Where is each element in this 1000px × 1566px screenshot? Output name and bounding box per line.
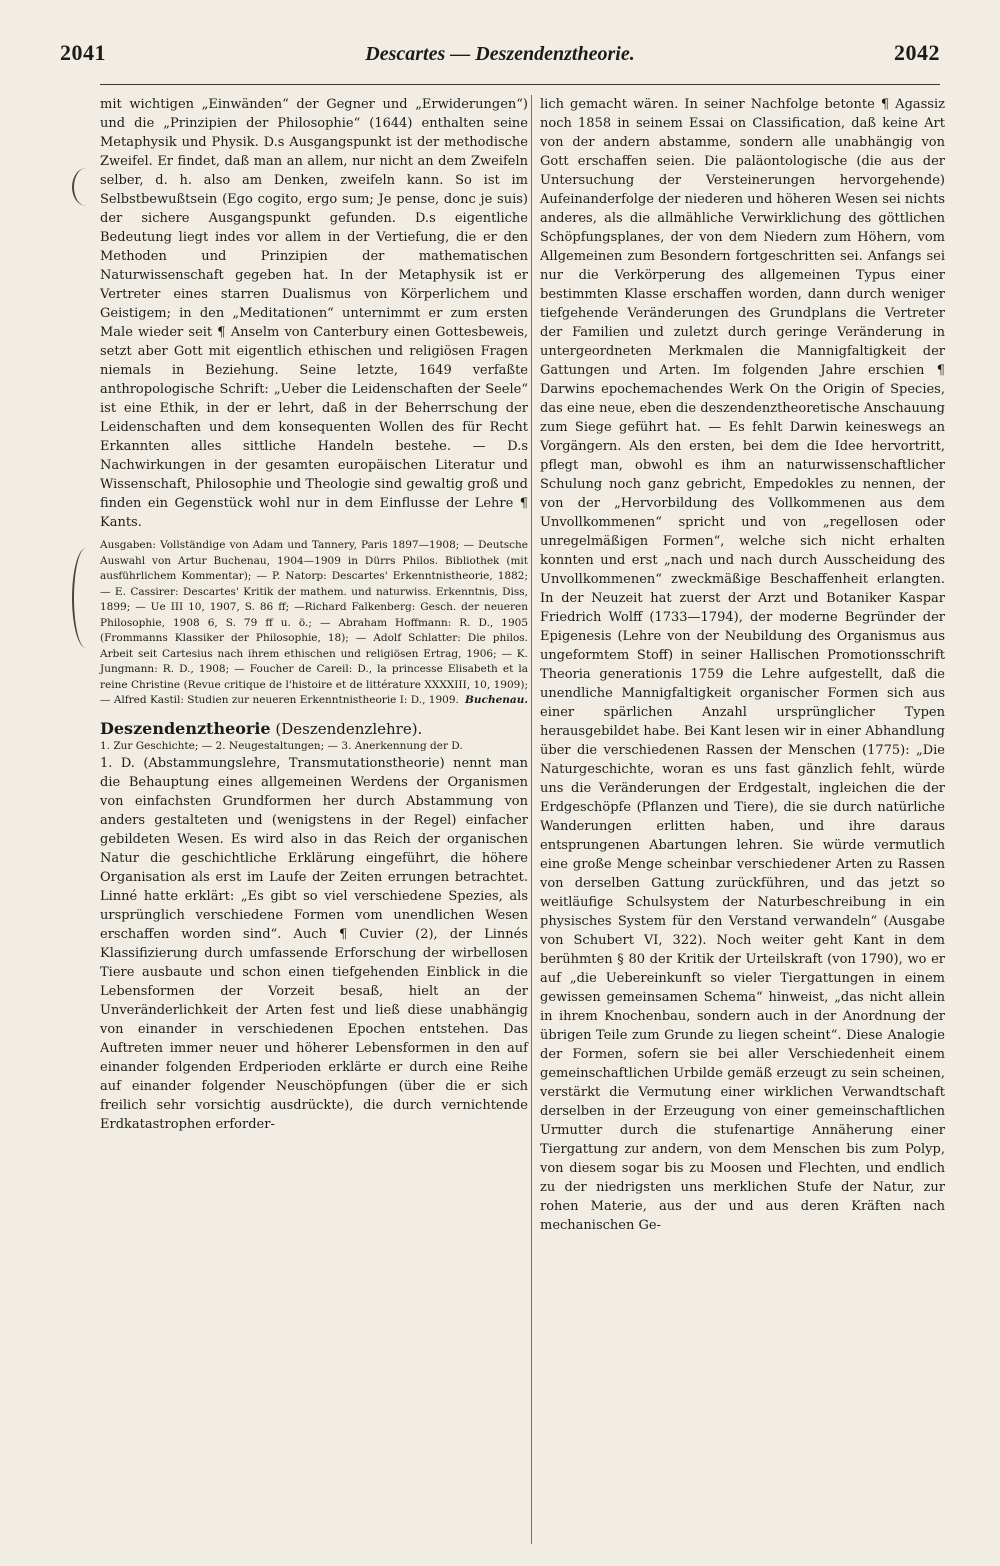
entry-body-text: 1. D. (Abstammungslehre, Transmutationstheorie) nennt man die Behauptung eines allgemeinen Werdens der Organismen von einfachsten Grundformen her durch Abstammung von anders gestalteten und (wenigstens in der Regel) einfacher gebildeten Wesen. Es wird also in das Reich der organischen Natur die geschichtliche Erklärung eingeführt, die höhere Organisation als erst im Laufe der Zeiten errungen betrachtet. Linné hatte erklärt: „Es gibt so viel verschiedene Spezies, als ursprünglich verschiedene Formen vom unendlichen Wesen erschaffen worden sind“. Auch ¶ Cuvier (2), der Linnés Klassifizierung durch umfassende Erforschung der wirbellosen Tiere ausbaute und schon einen tiefgehenden Einblick in die Lebensformen der Vorzeit besaß, hielt an der Unveränderlichkeit der Arten fest und ließ diese unabhängig von einander in verschiedenen Epochen entstehen. Das Auftreten immer neuer und höherer Lebensformen in den auf einander folgenden Erdperioden erklärte er durch eine Reihe auf einander folgender Neuschöpfungen (über die er sich freilich sehr vorsichtig ausdrückte), die durch vernichtende Erdkatastrophen erforder- [100, 755, 528, 1132]
margin-pencil-bracket [72, 548, 100, 648]
bibliography-text: Ausgaben: Vollständige von Adam und Tannery, Paris 1897—1908; — Deutsche Auswahl von Artur Buchenau, 1904—1909 in Dürrs Philos. Bibliothek (mit ausführlichem Kommentar); — P. Natorp: Descartes' Erkenntnistheorie, 1882; — E. Cassirer: Descartes' Kritik der mathem. und naturwiss. Erkenntnis, Diss, 1899; — Ue III 10, 1907, S. 86 ff; —Richard Falkenberg: Gesch. der neueren Philosophie, 1908 6, S. 79 ff u. ö.; — Abraham Hoffmann: R. D., 1905 (Frommanns Klassiker der Philosophie, 18); — Adolf Schlatter: Die philos. Arbeit seit Cartesius nach ihrem ethischen und religiösen Ertrag, 1906; — K. Jungmann: R. D., 1908; — Foucher de Careil: D., la princesse Elisabeth et la reine Christine (Revue critique de l'histoire et de littérature XXXXIII, 10, 1909); — Alfred Kastil: Studien zur neueren Erkenntnistheorie I: D., 1909. [100, 539, 528, 706]
descartes-body-text: mit wichtigen „Einwänden“ der Gegner und „Erwiderungen“) und die „Prinzipien der Philosophie“ (1644) enthalten seine Metaphysik und Physik. D.s Ausgangspunkt ist der methodische Zweifel. Er findet, daß man an allem, nur nicht an dem Zweifeln selber, d. h. also am Denken, zweifeln kann. So ist im Selbstbewußtsein (Ego cogito, ergo sum; Je pense, donc je suis) der sichere Ausgangspunkt gefunden. D.s eigentliche Bedeutung liegt indes vor allem in der Vertiefung, die er den Methoden und Prinzipien der mathematischen Naturwissenschaft gegeben hat. In der Metaphysik ist er Vertreter eines starren Dualismus von Körperlichem und Geistigem; in den „Meditationen“ unternimmt er zum ersten Male wieder seit ¶ Anselm von Canterbury einen Gottesbeweis, setzt aber Gott mit eigentlich ethischen und religiösen Fragen niemals in Beziehung. Seine letzte, 1649 verfaßte anthropologische Schrift: „Ueber die Leidenschaften der Seele“ ist eine Ethik, in der er lehrt, daß in der Beherrschung der Leidenschaften und dem konsequenten Wollen des für Recht Erkannten alles sittliche Handeln bestehe. — D.s Nachwirkungen in der gesamten europäischen Literatur und Wissenschaft, Philosophie und Theologie sind gewaltig groß und finden ein Gegenstück wohl nur in dem Einflusse der Lehre ¶ Kants. [100, 97, 528, 530]
right-column [540, 95, 945, 1546]
entry-heading [100, 719, 528, 739]
bibliography-author: Buchenau. [465, 694, 528, 706]
descartes-bibliography [100, 538, 528, 709]
entry-headword-note: (Deszendenzlehre). [275, 719, 423, 738]
right-page-number: 2042 [894, 40, 940, 65]
entry-contents: 1. Zur Geschichte; — 2. Neugestaltungen; — 3. Anerkennung der D. [100, 739, 463, 752]
margin-pencil-mark [72, 168, 100, 206]
right-body-text: lich gemacht wären. In seiner Nachfolge betonte ¶ Agassiz noch 1858 in seinem Essai on Classification, daß keine Art von der andern abstamme, sondern alle unabhängig von Gott erschaffen seien. Die paläontologische (die aus der Untersuchung der Versteinerungen hervorgehende) Aufeinanderfolge der niederen und höheren Wesen sei nichts anderes, als die allmähliche Verwirklichung des göttlichen Schöpfungsplanes, der von dem Niedern zum Höhern, vom Allgemeinen zum Besondern fortgeschritten sei. Anfangs sei nur die Verkörperung des allgemeinen Typus einer bestimmten Klasse erschaffen worden, dann durch weniger tiefgehende Veränderungen des Grundplans die Vertreter der Familien und zuletzt durch geringe Veränderung in untergeordneten Merkmalen die Mannigfaltigkeit der Gattungen und Arten. Im folgenden Jahre erschien ¶ Darwins epochemachendes Werk On the Origin of Species, das eine neue, eben die deszendenztheoretische Anschauung zum Siege geführt hat. — Es fehlt Darwin keineswegs an Vorgängern. Als den ersten, bei dem die Idee hervortritt, pflegt man, obwohl es ihm an naturwissenschaftlicher Schulung noch ganz gebricht, Empedokles zu nennen, der von der „Hervorbildung des Vollkommenen aus dem Unvollkommenen“ spricht und von „regellosen oder unregelmäßigen Formen“, welche sich nicht erhalten konnten und erst „nach und nach durch Ausscheidung des Unvollkommenen“ zweckmäßige Beschaffenheit erlangten. In der Neuzeit hat zuerst der Arzt und Botaniker Kaspar Friedrich Wolff (1733—1794), der moderne Begründer der Epigenesis (Lehre von der Neubildung des Organismus aus ungeformtem Stoff) in seiner Hallischen Promotionsschrift Theoria generationis 1759 die Lehre aufgestellt, daß die unendliche Mannigfaltigkeit organischer Formen sich aus einer spärlichen Anzahl ursprünglicher Typen herausgebildet habe. Bei Kant lesen wir in einer Abhandlung über die verschiedenen Rassen der Menschen (1775): „Die Naturgeschichte, woran es uns fast gänzlich fehlt, würde uns die Veränderungen der Erdgestalt, ingleichen die der Erdgeschöpfe (Pflanzen und Tiere), die sie durch natürliche Wanderungen erlitten haben, und ihre daraus entsprungenen Abartungen lehren. Sie würde vermutlich eine große Menge scheinbar verschiedener Arten zu Rassen von derselben Gattung zurückführen, und das jetzt so weitläufige Schulsystem der Naturbeschreibung in ein physisches System für den Verstand verwandeln“ (Ausgabe von Schubert VI, 322). Noch weiter geht Kant in dem berühmten § 80 der Kritik der Urteilskraft (von 1790), wo er auf „die Uebereinkunft so vieler Tiergattungen in einem gewissen gemeinsamen Schema“ hinweist, „das nicht allein in ihrem Knochenbau, sondern auch in der Anordnung der übrigen Teile zum Grunde zu liegen scheint“. Diese Analogie der Formen, sofern sie bei aller Verschiedenheit einem gemeinschaftlichen Urbilde gemäß erzeugt zu sein scheinen, verstärkt die Vermutung einer wirklichen Verwandtschaft derselben in der Erzeugung von einer gemeinschaftlichen Urmutter durch die stufenartige Annäherung einer Tiergattung zur andern, von dem Menschen bis zum Polyp, von diesem sogar bis zu Moosen und Flechten, und endlich zu der niedrigsten uns merklichen Stufe der Natur, zur rohen Materie, aus der und aus deren Kräften nach mechanischen Ge- [540, 97, 945, 1233]
header-rule [100, 84, 940, 85]
left-page-number: 2041 [60, 40, 106, 65]
running-title: Descartes — Deszendenztheorie. [365, 43, 635, 65]
column-divider [531, 95, 532, 1544]
left-column [100, 95, 528, 1546]
page-header [60, 40, 940, 80]
entry-headword: Deszendenztheorie [100, 718, 271, 738]
